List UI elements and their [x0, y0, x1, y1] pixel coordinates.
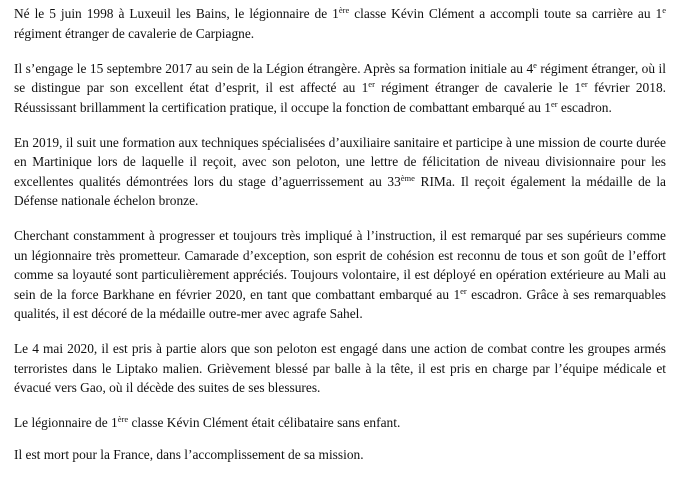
- ordinal-superscript: ème: [400, 172, 415, 183]
- text-segment: escadron.: [557, 99, 612, 115]
- ordinal-superscript: ère: [117, 414, 129, 424]
- text-segment: régiment étranger de cavalerie le 1: [374, 80, 582, 95]
- paragraph-birth-career: [14, 4, 666, 43]
- ordinal-superscript: ère: [338, 5, 350, 15]
- paragraph-training-2019: [14, 133, 666, 211]
- text-segment: Le légionnaire de 1: [14, 415, 118, 430]
- text-segment: Le 4 mai 2020, il est pris à partie alors que son peloton est engagé dans une action de combat contre les groupes armés terroristes dans le Liptako malien. Grièvement blessé par balle à la tête, il est pris en charge par l’équipe médicale et évacué vers Gao, où il décède des suites de ses blessures.: [14, 341, 666, 395]
- text-segment: régiment étranger de cavalerie de Carpiagne.: [14, 25, 255, 41]
- paragraph-enlistment: [14, 59, 666, 118]
- paragraph-deployment: [14, 226, 666, 324]
- text-segment: Né le 5 juin 1998 à Luxeuil les Bains, le légionnaire de 1: [14, 6, 339, 21]
- ordinal-superscript: er: [550, 98, 558, 109]
- text-segment: Il s’engage le 15 septembre 2017 au sein de la Légion étrangère. Après sa formation initiale au 4: [14, 60, 534, 76]
- text-segment: février 2018. Réussissant brillamment la certification pratique, il occupe la fonction de combattant embarqué au 1: [14, 80, 666, 115]
- ordinal-superscript: er: [368, 79, 375, 89]
- document-body: [14, 4, 666, 480]
- ordinal-superscript: er: [581, 79, 588, 89]
- text-segment: classe Kévin Clément a accompli toute sa carrière au 1: [349, 6, 663, 21]
- ordinal-superscript: e: [662, 5, 666, 15]
- text-segment: RIMa. Il reçoit également la médaille de la Défense nationale échelon bronze.: [14, 173, 666, 208]
- text-segment: classe Kévin Clément était célibataire sans enfant.: [128, 415, 401, 430]
- text-segment: Cherchant constamment à progresser et toujours très impliqué à l’instruction, il est remarqué par ses supérieurs comme un légionnaire très prometteur. Camarade d’exception, son esprit de cohésion est reconnu de tous et son goût de l’effort comme sa loyauté sont particulièrement appréciés. Toujours volontaire, il est déployé en opération extérieure au Mali au sein de la force Barkhane en février 2020, en tant que combattant embarqué au 1: [14, 228, 666, 302]
- paragraph-death-circumstances: [14, 339, 666, 398]
- ordinal-superscript: er: [460, 285, 467, 296]
- text-segment: En 2019, il suit une formation aux techniques spécialisées d’auxiliaire sanitaire et participe à une mission de courte durée en Martinique lors de laquelle il reçoit, avec son peloton, une lettre de félicitation de niveau divisionnaire pour les excellentes qualités démontrées lors du stage d’aguerrissement au 33: [14, 134, 666, 189]
- paragraph-family-status: [14, 413, 666, 433]
- text-segment: régiment étranger, où il se distingue par son excellent état d’esprit, il est affecté au 1: [14, 60, 666, 95]
- paragraph-mort-pour-la-france: [14, 445, 666, 465]
- ordinal-superscript: e: [533, 59, 537, 70]
- text-segment: Il est mort pour la France, dans l’accomplissement de sa mission.: [14, 446, 364, 462]
- text-segment: escadron. Grâce à ses remarquables qualités, il est décoré de la médaille outre-mer avec agrafe Sahel.: [14, 286, 666, 321]
